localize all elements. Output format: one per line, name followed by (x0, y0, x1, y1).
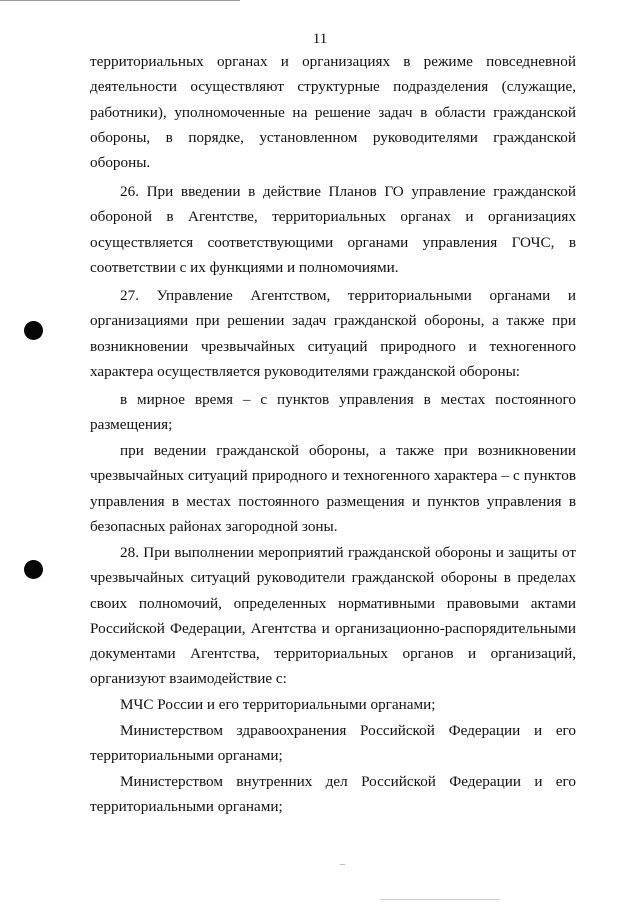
paragraph-mchs: МЧС России и его территориальными органами; (120, 696, 436, 713)
paragraph-peacetime: в мирное время – с пунктов управления в местах постоянного размещения; (90, 391, 576, 434)
paragraph-continuation: территориальных органах и организациях в режиме повседневной деятельности осуществляют структурные подразделения (служащие, работники), уполномоченные на решение задач в области гражданской обороны, в порядке, установленном руководителями гражданской обороны. (90, 53, 576, 172)
paragraph-item-27: 27. Управление Агентством, территориальными органами и организациями при решении задач гражданской обороны, а также при возникновении чрезвычайных ситуаций природного и техногенного характера осуществляется руководителями гражданской обороны: (90, 287, 576, 380)
paragraph-interior-ministry: Министерством внутренних дел Российской Федерации и его территориальными органами; (90, 773, 576, 816)
paragraph-health-ministry: Министерством здравоохранения Российской Федерации и его территориальными органами; (90, 722, 576, 765)
paragraph-item-26: 26. При введении в действие Планов ГО управление гражданской обороной в Агентстве, территориальных органах и организациях осуществляется соответствующими органами управления ГОЧС, в соответствии с их функциями и полномочиями. (90, 183, 576, 276)
paragraph-item-28: 28. При выполнении мероприятий гражданской обороны и защиты от чрезвычайных ситуаций руководители гражданской обороны в пределах своих полномочий, определенных нормативными правовыми актами Российской Федерации, Агентства и организационно-распорядительными документами Агентства, территориальных органов и организаций, организуют взаимодействие с: (90, 544, 576, 688)
punch-hole-upper (24, 321, 43, 340)
paragraph-wartime: при ведении гражданской обороны, а также при возникновении чрезвычайных ситуаций природного и техногенного характера – с пунктов управления в местах постоянного размещения и пунктов управления в безопасных районах загородной зоны. (90, 442, 576, 535)
scan-speck (340, 864, 345, 865)
punch-hole-lower (24, 560, 43, 579)
page-number: 11 (312, 31, 328, 47)
scan-edge-line (0, 0, 240, 1)
scan-speck (380, 899, 500, 900)
